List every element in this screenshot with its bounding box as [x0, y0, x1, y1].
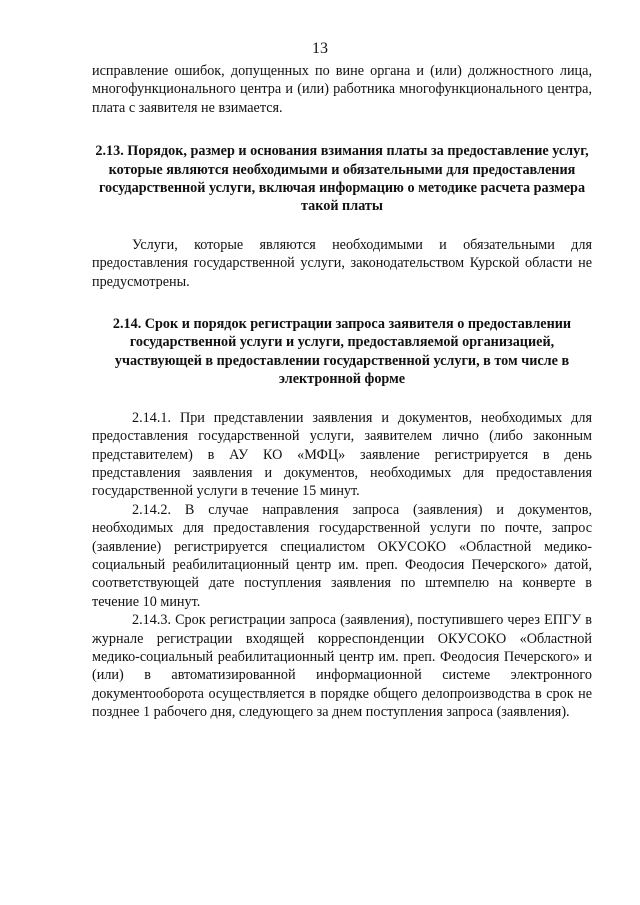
section-2-14-1-paragraph: 2.14.1. При представлении заявления и документов, необходимых для предоставления государственной услуги, заявителем лично (либо законным представителем) в АУ КО «МФЦ» заявление регистрируется в день представления заявления и документов, необходимых для предоставления государственной услуги в течение 15 минут. — [92, 409, 592, 500]
section-2-14-heading: 2.14. Срок и порядок регистрации запроса заявителя о предоставлении государственной услуги и услуги, предоставляемой организацией, участвующей в предоставлении государственной услуги, в том числе в электронной форме — [112, 316, 572, 388]
intro-paragraph: исправление ошибок, допущенных по вине органа и (или) должностного лица, многофункционального центра и (или) работника многофункционального центра, плата с заявителя не взимается. — [92, 63, 592, 116]
document-body — [92, 62, 592, 722]
page-number: 13 — [312, 40, 328, 57]
section-2-13-heading: 2.13. Порядок, размер и основания взимания платы за предоставление услуг, которые являются необходимыми и обязательными для предоставления государственной услуги, включая информацию о методике расчета размера такой платы — [95, 143, 589, 215]
section-2-13-paragraph: Услуги, которые являются необходимыми и обязательными для предоставления государственной услуги, законодательством Курской области не предусмотрены. — [92, 236, 592, 290]
section-2-14-2-paragraph: 2.14.2. В случае направления запроса (заявления) и документов, необходимых для предоставления государственной услуги по почте, запрос (заявление) регистрируется специалистом ОКУСОКО «Областной медико-социальный реабилитационный центр им. преп. Феодосия Печерского» датой, соответствующей дате поступления заявления по штемпелю на конверте в течение 10 минут. — [92, 501, 592, 610]
section-2-14-3-paragraph: 2.14.3. Срок регистрации запроса (заявления), поступившего через ЕПГУ в журнале регистрации входящей корреспонденции ОКУСОКО «Областной медико-социальный реабилитационный центр им. преп. Феодосия Печерского» и (или) в автоматизированной информационной системе электронного документооборота осуществляется в порядке общего делопроизводства в срок не позднее 1 рабочего дня, следующего за днем поступления запроса (заявления). — [92, 612, 592, 721]
